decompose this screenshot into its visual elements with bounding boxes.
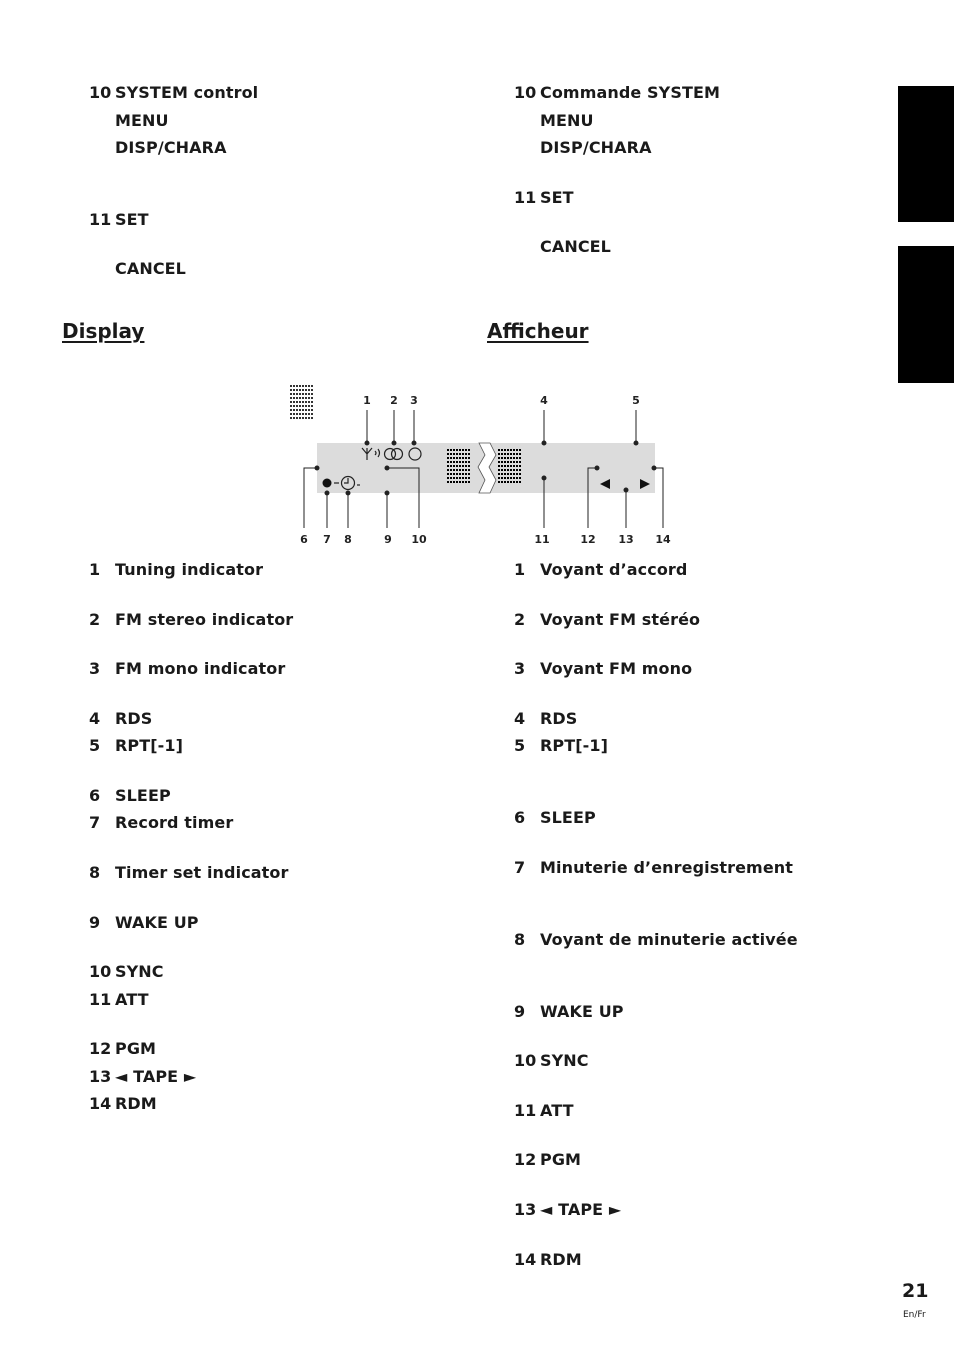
list-item-label: Record timer	[115, 813, 234, 832]
side-tab-english	[898, 86, 954, 222]
callout-11: 11	[534, 533, 550, 546]
page-number: 21	[902, 1280, 929, 1302]
display-heading: Display	[62, 319, 145, 343]
list-item-label: Voyant FM stéréo	[540, 610, 701, 629]
callout-13: 13	[618, 533, 634, 546]
menu-label: MENU	[115, 111, 169, 130]
list-item-label: RDM	[115, 1094, 157, 1113]
list-item-label: SLEEP	[115, 786, 171, 805]
list-item-number: 7	[514, 858, 526, 877]
set-label: SET	[115, 210, 149, 229]
afficheur-heading: Afficheur	[487, 319, 589, 343]
list-item-label: SLEEP	[540, 808, 596, 827]
list-item-label: PGM	[540, 1150, 582, 1169]
item-number: 10	[514, 83, 537, 102]
list-item-number: 14	[89, 1094, 112, 1113]
list-item-number: 6	[89, 786, 101, 805]
item-number: 11	[514, 188, 537, 207]
callout-8: 8	[344, 533, 352, 546]
system-control-label: SYSTEM control	[115, 83, 259, 102]
list-item-label: ◄ TAPE ►	[540, 1200, 622, 1219]
list-item-number: 2	[514, 610, 526, 629]
list-item-label: PGM	[115, 1039, 157, 1058]
disp-chara-label: DISP/CHARA	[115, 138, 227, 157]
callout-7: 7	[323, 533, 331, 546]
list-item-label: Minuterie d’enregistrement	[540, 858, 794, 877]
item-number: 11	[89, 210, 112, 229]
list-item-label: SYNC	[540, 1051, 589, 1070]
list-item-label: RDS	[115, 709, 153, 728]
list-item-label: Tuning indicator	[115, 560, 264, 579]
item-number: 10	[89, 83, 112, 102]
side-tab-french	[898, 246, 954, 383]
list-item-label: FM stereo indicator	[115, 610, 294, 629]
display-diagram	[290, 385, 680, 550]
list-item-number: 1	[89, 560, 101, 579]
list-item-label: ◄ TAPE ►	[115, 1067, 197, 1086]
menu-label: MENU	[540, 111, 594, 130]
list-item-label: WAKE UP	[540, 1002, 624, 1021]
list-item-number: 9	[514, 1002, 526, 1021]
cancel-label: CANCEL	[115, 259, 186, 278]
list-item-number: 1	[514, 560, 526, 579]
list-item-number: 7	[89, 813, 101, 832]
list-item-number: 12	[89, 1039, 112, 1058]
list-item-number: 6	[514, 808, 526, 827]
commande-system-label: Commande SYSTEM	[540, 83, 721, 102]
disp-chara-label: DISP/CHARA	[540, 138, 652, 157]
callout-9: 9	[384, 533, 392, 546]
list-item-number: 8	[89, 863, 101, 882]
dot-matrix-char-icon	[290, 385, 313, 419]
list-item-number: 3	[89, 659, 101, 678]
list-item-label: FM mono indicator	[115, 659, 286, 678]
list-item-label: Voyant FM mono	[540, 659, 693, 678]
list-item-label: RDM	[540, 1250, 582, 1269]
list-item-label: RPT[-1]	[540, 736, 609, 755]
list-item-label: SYNC	[115, 962, 164, 981]
callout-2: 2	[390, 394, 398, 407]
callout-10: 10	[411, 533, 427, 546]
list-item-number: 10	[89, 962, 112, 981]
list-item-number: 5	[89, 736, 101, 755]
list-item-label: Voyant de minuterie activée	[540, 930, 798, 949]
list-item-number: 4	[89, 709, 101, 728]
list-item-label: RDS	[540, 709, 578, 728]
cancel-label: CANCEL	[540, 237, 611, 256]
list-item-label: Timer set indicator	[115, 863, 289, 882]
callout-5: 5	[632, 394, 640, 407]
list-item-number: 10	[514, 1051, 537, 1070]
callout-6: 6	[300, 533, 308, 546]
list-item-number: 5	[514, 736, 526, 755]
list-item-number: 4	[514, 709, 526, 728]
list-item-number: 14	[514, 1250, 537, 1269]
list-item-number: 3	[514, 659, 526, 678]
record-dot-icon	[323, 479, 332, 488]
list-item-label: ATT	[540, 1101, 574, 1120]
set-label: SET	[540, 188, 574, 207]
callout-3: 3	[410, 394, 418, 407]
callout-1: 1	[363, 394, 371, 407]
list-item-number: 13	[89, 1067, 112, 1086]
list-item-number: 8	[514, 930, 526, 949]
list-item-number: 13	[514, 1200, 537, 1219]
list-item-number: 12	[514, 1150, 537, 1169]
callout-4: 4	[540, 394, 548, 407]
language-code: En/Fr	[903, 1310, 926, 1320]
list-item-number: 11	[514, 1101, 537, 1120]
callout-12: 12	[580, 533, 596, 546]
list-item-label: ATT	[115, 990, 149, 1009]
list-item-label: RPT[-1]	[115, 736, 184, 755]
list-item-number: 9	[89, 913, 101, 932]
list-item-number: 2	[89, 610, 101, 629]
list-item-number: 11	[89, 990, 112, 1009]
callout-14: 14	[655, 533, 671, 546]
list-item-label: Voyant d’accord	[540, 560, 688, 579]
list-item-label: WAKE UP	[115, 913, 199, 932]
